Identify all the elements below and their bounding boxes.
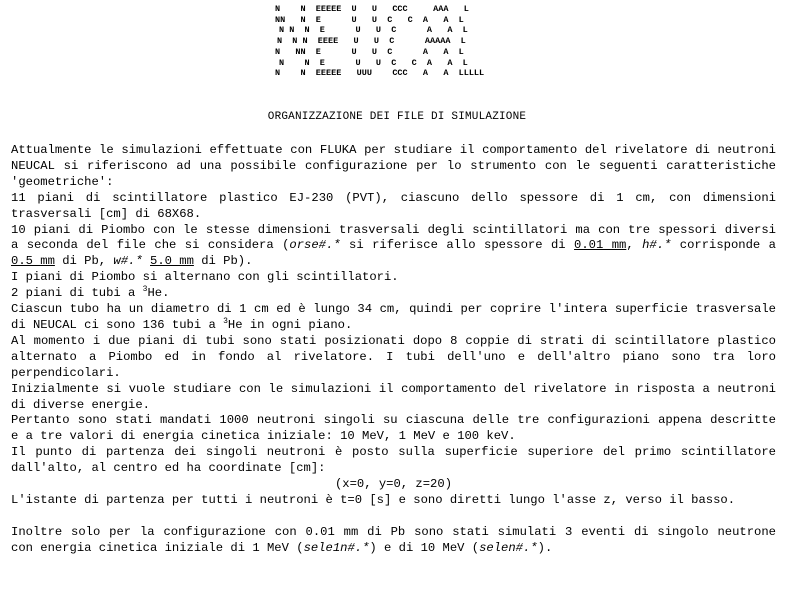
superscript: 3: [223, 316, 228, 326]
paragraph-tubes: [11, 286, 776, 302]
paragraph-intro: Attualmente le simulazioni effettuate con FLUKA per studiare il comportamento del rivelatore di neutroni NEUCAL si riferiscono ad una possibile configurazione per lo strumento con le seguenti caratteristiche 'geometriche':: [11, 143, 776, 189]
paragraph-study-goal: Inizialmente si vuole studiare con le simulazioni il comportamento del rivelatore in risposta a neutroni di diverse energie.: [11, 381, 776, 412]
paragraph-lead-planes: [11, 223, 776, 271]
filename-selen: selen#.*: [479, 540, 538, 555]
text: ,: [626, 238, 643, 253]
paragraph-start-time: L'istante di partenza per tutti i neutroni è t=0 [s] e sono diretti lungo l'asse z, verso il basso.: [11, 492, 736, 507]
thickness-value: 0.01 mm: [574, 238, 627, 253]
text: [143, 254, 150, 268]
page-title: ORGANIZZAZIONE DEI FILE DI SIMULAZIONE: [267, 111, 527, 123]
paragraph-alternation: I piani di Piombo si alternano con gli scintillatori.: [11, 270, 399, 285]
banner-line: N N EEEEE U U CCC AAA L: [275, 4, 469, 14]
thickness-value: 0.5 mm: [11, 254, 55, 269]
banner-line: NN N E U U C C A A L: [275, 14, 464, 25]
neucal-ascii-banner: [0, 4, 794, 79]
banner-line: N N N E U U C A A L: [279, 25, 468, 36]
text: 2 piani di tubi a: [11, 286, 143, 301]
banner-line: N N N EEEE U U C AAAAA L: [277, 36, 466, 47]
paragraph-single-events: [11, 525, 776, 557]
text: si riferisce allo spessore di: [340, 238, 575, 253]
text: Inoltre solo per la configurazione con 0.01 mm di Pb sono stati simulati 3 eventi di singolo neutrone con energia cinetica iniziale di 1 MeV (: [11, 524, 776, 555]
text: di Pb,: [54, 254, 114, 269]
filename-orse: orse#.*: [289, 238, 341, 253]
banner-line: N N E U U C C A A L: [279, 57, 468, 68]
text: He.: [147, 286, 170, 301]
filename-sele1n: sele1n#.*: [303, 540, 370, 555]
paragraph-start-point: Il punto di partenza dei singoli neutroni è posto sulla superficie superiore del primo scintillatore dall'alto, al centro ed ha coordinate [cm]:: [11, 445, 776, 476]
text: He in ogni piano.: [227, 317, 353, 332]
filename-w: w#.*: [113, 254, 143, 269]
text: di Pb).: [193, 254, 253, 269]
text: ) e di 10 MeV (: [369, 540, 480, 555]
banner-line: N N EEEEE UUU CCC A A LLLLL: [275, 68, 485, 79]
text: 10 piani di Piombo con le stesse dimensioni trasversali degli scintillatori ma con tre spessori diversi a seconda del file che si considera (: [11, 222, 776, 253]
thickness-value: 5.0 mm: [150, 254, 194, 269]
text: corrisponde a: [671, 238, 776, 253]
paragraph-tube-position: Al momento i due piani di tubi sono stati posizionati dopo 8 coppie di strati di scintillatore plastico alternato a Piombo ed in fondo al rivelatore. I tubi dell'uno e dell'altro piano sono tra loro perpendicolari.: [11, 333, 776, 380]
banner-line: N NN E U U C A A L: [275, 46, 464, 57]
text: Ciascun tubo ha un diametro di 1 cm ed è lungo 34 cm, quindi per coprire l'intera superficie trasversale di NEUCAL ci sono 136 tubi a: [11, 302, 776, 332]
paragraph-neutrons-sent: Pertanto sono stati mandati 1000 neutroni singoli su ciascuna delle tre configurazioni appena descritte e a tre valori di energia cinetica iniziale: 10 MeV, 1 MeV e 100 keV.: [11, 413, 776, 444]
paragraph-scintillator: 11 piani di scintillatore plastico EJ-230 (PVT), ciascuno dello spessore di 1 cm, con dimensioni trasversali [cm] di 68X68.: [11, 190, 776, 221]
filename-h: h#.*: [642, 238, 672, 253]
text: ).: [537, 540, 553, 555]
paragraph-tube-size: [11, 302, 776, 334]
document-body: [11, 143, 776, 557]
superscript: 3: [142, 285, 148, 295]
coordinates: (x=0, y=0, z=20): [334, 477, 453, 492]
blank-line: [11, 509, 776, 525]
